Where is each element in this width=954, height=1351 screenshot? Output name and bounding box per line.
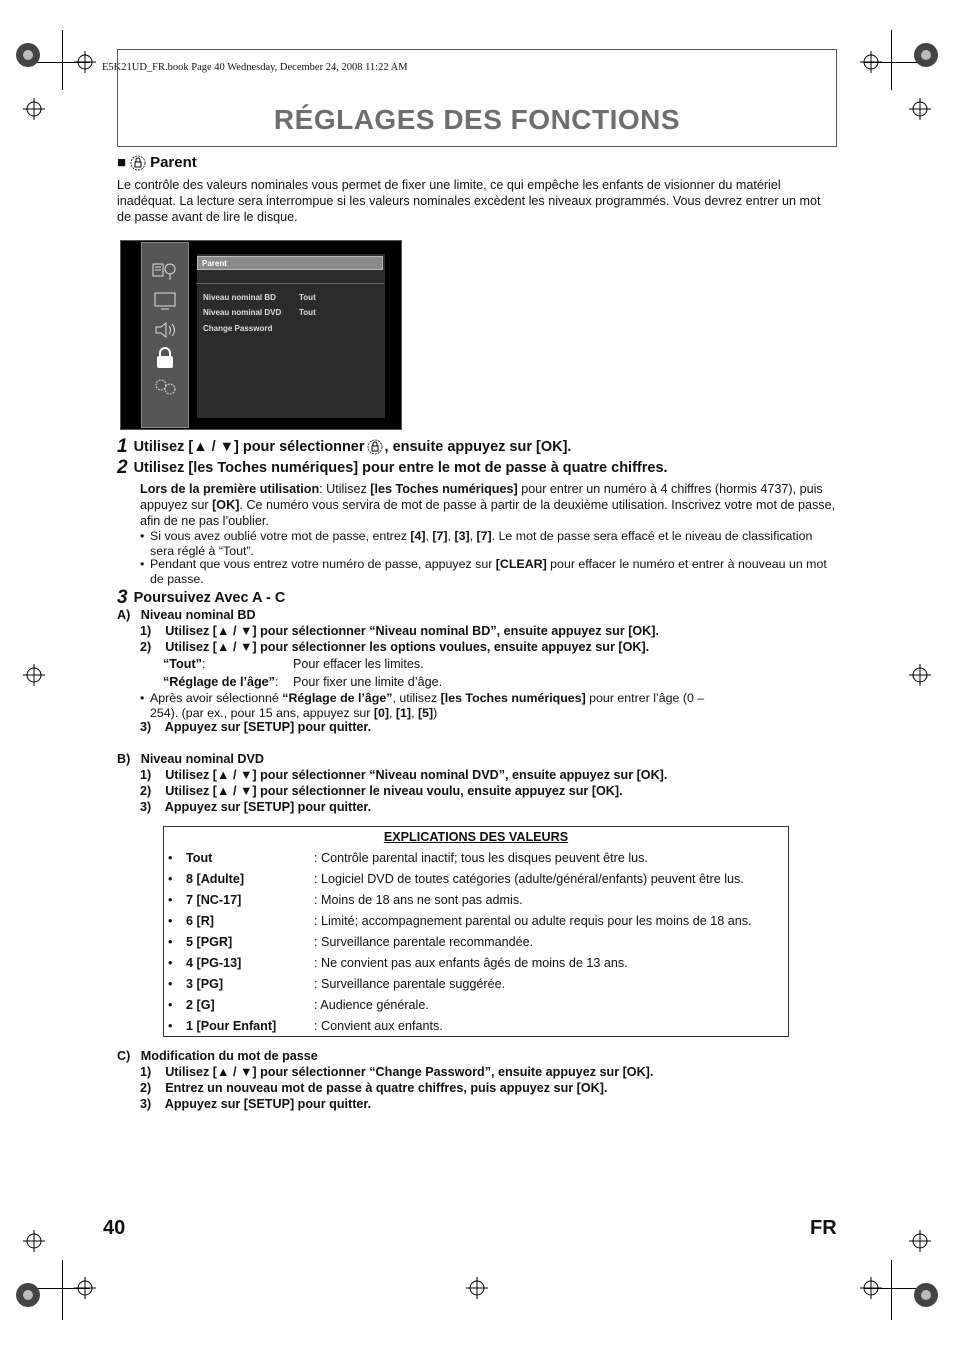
bullet-age-entry [140, 691, 730, 721]
crosshair-icon [860, 1277, 882, 1299]
option-label: “Réglage de l’âge” [163, 675, 275, 689]
value-desc: : Surveillance parentale recommandée. [314, 934, 534, 949]
panel-title: Parent [197, 256, 383, 270]
text: Pendant que vous entrez votre numéro de passe, appuyez sur [150, 557, 496, 571]
text-bold: [CLEAR] [495, 557, 547, 571]
parent-lock-icon [367, 439, 383, 455]
bullet-dot: • [140, 557, 145, 571]
section-b-step-1: 1) Utilisez [▲ / ▼] pour sélectionner “Niveau nominal DVD”, ensuite appuyez sur [OK]. [140, 768, 668, 782]
text: , [389, 706, 396, 720]
value-desc: : Audience générale. [314, 997, 429, 1012]
section-b-step-3: 3) Appuyez sur [SETUP] pour quitter. [140, 800, 372, 814]
section-a-step-2: 2) Utilisez [▲ / ▼] pour sélectionner les options voulues, ensuite appuyez sur [OK]. [140, 640, 650, 654]
parent-lock-icon[interactable] [154, 347, 176, 369]
value-key: 2 [G] [186, 997, 215, 1012]
text: , utilisez [392, 691, 441, 705]
section-c-step-3: 3) Appuyez sur [SETUP] pour quitter. [140, 1097, 372, 1111]
text: , [425, 529, 433, 543]
setup-sidebar [141, 242, 189, 428]
menu-item-dvd-value: Tout [299, 308, 316, 317]
page-number: 40 [103, 1217, 126, 1239]
text: . Le mot de passe sera effacé et le niveau de classification sera réglé à “Tout”. [150, 529, 813, 558]
table-row: • 2 [G] : Audience générale. [164, 994, 789, 1015]
parent-lock-icon [130, 155, 146, 171]
step-text: Utilisez [les Toches numériques] pour entre le mot de passe à quatre chiffres. [133, 460, 668, 476]
text: ) [433, 706, 438, 720]
section-c-step-2: 2) Entrez un nouveau mot de passe à quatre chiffres, puis appuyez sur [OK]. [140, 1081, 608, 1095]
crosshair-icon [74, 1277, 96, 1299]
page-title: RÉGLAGES DES FONCTIONS [273, 104, 681, 135]
book-info-line: E5K21UD_FR.book Page 40 Wednesday, December 24, 2008 11:22 AM [102, 62, 408, 73]
registration-mark-icon [913, 1282, 939, 1308]
value-desc: : Convient aux enfants. [314, 1018, 443, 1033]
text: Après avoir sélectionné [150, 691, 283, 705]
value-key: Tout [186, 850, 213, 865]
section-b-heading: B) Niveau nominal DVD [117, 752, 264, 766]
language-label: FR [810, 1217, 837, 1239]
text-bold: [3] [454, 529, 470, 543]
text-bold: [7] [432, 529, 448, 543]
registration-mark-icon [15, 42, 41, 68]
crosshair-icon [909, 1230, 931, 1252]
intro-paragraph: Le contrôle des valeurs nominales vous permet de fixer une limite, ce qui empêche les enfants de visionner du matériel inadéquat. La lecture sera interrompue si les valeurs nominales excèdent les niveaux programmés. Vous devrez entrer un mot de passe avant de lire le disque. [117, 178, 821, 224]
settings-panel [197, 254, 385, 418]
crosshair-icon [74, 51, 96, 73]
table-row: • 4 [PG-13] : Ne convient pas aux enfants âgés de moins de 13 ans. [164, 952, 789, 973]
text: , [447, 529, 455, 543]
step-number: 3 [117, 587, 128, 608]
bullet-dot: • [140, 529, 145, 543]
value-key: 5 [PGR] [186, 934, 233, 949]
text-bold: [5] [417, 706, 434, 720]
value-key: 3 [PG] [186, 976, 224, 991]
text-bold: [les Toches numériques] [370, 482, 518, 496]
value-desc: : Moins de 18 ans ne sont pas admis. [314, 892, 523, 907]
text-bold: [1] [395, 706, 412, 720]
crop-mark [891, 1260, 892, 1320]
text-bold: [4] [410, 529, 426, 543]
display-icon[interactable] [152, 291, 178, 311]
crosshair-icon [466, 1277, 488, 1299]
text: : [201, 657, 206, 671]
value-key: 6 [R] [186, 913, 214, 928]
section-c-heading: C) Modification du mot de passe [117, 1049, 318, 1063]
step-text: Utilisez [▲ / ▼] pour sélectionner [133, 439, 365, 455]
disc-settings-icon[interactable] [152, 261, 178, 281]
value-desc: : Ne convient pas aux enfants âgés de moins de 13 ans. [314, 955, 628, 970]
text: , [411, 706, 418, 720]
value-key: 1 [Pour Enfant] [186, 1018, 277, 1033]
text: , [469, 529, 477, 543]
crop-mark [62, 1260, 63, 1320]
table-row: • 5 [PGR] : Surveillance parentale recommandée. [164, 931, 789, 952]
text: pour entrer un numéro à 4 chiffres (hormis 4737), puis appuyez sur [140, 482, 823, 512]
value-key: 8 [Adulte] [186, 871, 245, 886]
table-header-row [164, 827, 789, 848]
divider [196, 283, 384, 284]
option-tout-desc: Pour effacer les limites. [293, 657, 424, 671]
registration-mark-icon [913, 42, 939, 68]
menu-item-dvd-label[interactable]: Niveau nominal DVD [203, 308, 282, 317]
text: . Ce numéro vous servira de mot de passe à partir de la deuxième utilisation. Inscrivez votre mot de passe, afin de ne pas l’oublier. [140, 498, 836, 528]
table-row: • Tout : Contrôle parental inactif; tous les disques peuvent être lus. [164, 847, 789, 868]
values-table [163, 826, 789, 1037]
crosshair-icon [909, 664, 931, 686]
option-label: “Tout” [163, 657, 202, 671]
step-3 [117, 587, 285, 609]
crosshair-icon [909, 98, 931, 120]
menu-item-password-label[interactable]: Change Password [203, 324, 273, 333]
section-a-heading: A) Niveau nominal BD [117, 608, 256, 622]
crosshair-icon [23, 1230, 45, 1252]
step-1 [117, 436, 571, 458]
menu-item-bd-label[interactable]: Niveau nominal BD [203, 293, 276, 302]
option-age-desc: Pour fixer une limite d’âge. [293, 675, 443, 689]
text-bold: Lors de la première utilisation [140, 482, 320, 496]
section-a-step-1: 1) Utilisez [▲ / ▼] pour sélectionner “Niveau nominal BD”, ensuite appuyez sur [OK]. [140, 624, 659, 638]
value-desc: : Limité; accompagnement parental ou adulte requis pour les moins de 18 ans. [314, 913, 752, 928]
gear-icon[interactable] [152, 377, 178, 397]
option-age [163, 674, 278, 690]
step-2 [117, 457, 668, 479]
section-title: Parent [150, 154, 197, 171]
bullet-clear [140, 557, 837, 586]
text-bold: [OK] [212, 498, 240, 512]
step-text: Poursuivez Avec A - C [133, 590, 286, 606]
value-desc: : Contrôle parental inactif; tous les disques peuvent être lus. [314, 850, 648, 865]
text-bold: [0] [373, 706, 390, 720]
menu-item-bd-value: Tout [299, 293, 316, 302]
section-b-step-2: 2) Utilisez [▲ / ▼] pour sélectionner le niveau voulu, ensuite appuyez sur [OK]. [140, 784, 623, 798]
bullet-forgotten-password [140, 529, 837, 558]
first-use-paragraph [140, 481, 837, 529]
text: : [274, 675, 279, 689]
text: pour entrer l’âge (0 – 254). (par ex., pour 15 ans, appuyez sur [150, 691, 705, 720]
text: pour effacer le numéro et entrer à nouveau un mot de passe. [150, 557, 827, 586]
crosshair-icon [23, 98, 45, 120]
crosshair-icon [23, 664, 45, 686]
section-a-step-3: 3) Appuyez sur [SETUP] pour quitter. [140, 720, 372, 734]
table-title: EXPLICATIONS DES VALEURS [383, 830, 569, 844]
value-desc: : Logiciel DVD de toutes catégories (adulte/général/enfants) peuvent être lus. [314, 871, 744, 886]
step-text: , ensuite appuyez sur [OK]. [384, 439, 572, 455]
section-marker: ■ [117, 154, 127, 171]
crop-mark [891, 30, 892, 90]
table-row: • 7 [NC-17] : Moins de 18 ans ne sont pas admis. [164, 889, 789, 910]
value-desc: : Surveillance parentale suggérée. [314, 976, 506, 991]
value-key: 4 [PG-13] [186, 955, 242, 970]
option-tout [163, 656, 205, 672]
section-c-step-1: 1) Utilisez [▲ / ▼] pour sélectionner “Change Password”, ensuite appuyez sur [OK]. [140, 1065, 654, 1079]
value-key: 7 [NC-17] [186, 892, 242, 907]
crop-mark [62, 30, 63, 90]
section-heading [117, 154, 197, 171]
text-bold: “Réglage de l’âge” [282, 691, 393, 705]
crosshair-icon [860, 51, 882, 73]
table-row: • 3 [PG] : Surveillance parentale suggérée. [164, 973, 789, 994]
text: Si vous avez oublié votre mot de passe, entrez [150, 529, 411, 543]
table-row: • 8 [Adulte] : Logiciel DVD de toutes catégories (adulte/général/enfants) peuvent être lus. [164, 868, 789, 889]
table-row: • 6 [R] : Limité; accompagnement parental ou adulte requis pour les moins de 18 ans. [164, 910, 789, 931]
audio-icon[interactable] [152, 320, 178, 340]
registration-mark-icon [15, 1282, 41, 1308]
table-row: • 1 [Pour Enfant] : Convient aux enfants. [164, 1015, 789, 1037]
step-number: 2 [117, 457, 128, 478]
text-bold: [7] [476, 529, 492, 543]
step-number: 1 [117, 436, 128, 457]
text: : Utilisez [319, 482, 371, 496]
bullet-dot: • [140, 691, 145, 705]
text-bold: [les Toches numériques] [440, 691, 586, 705]
